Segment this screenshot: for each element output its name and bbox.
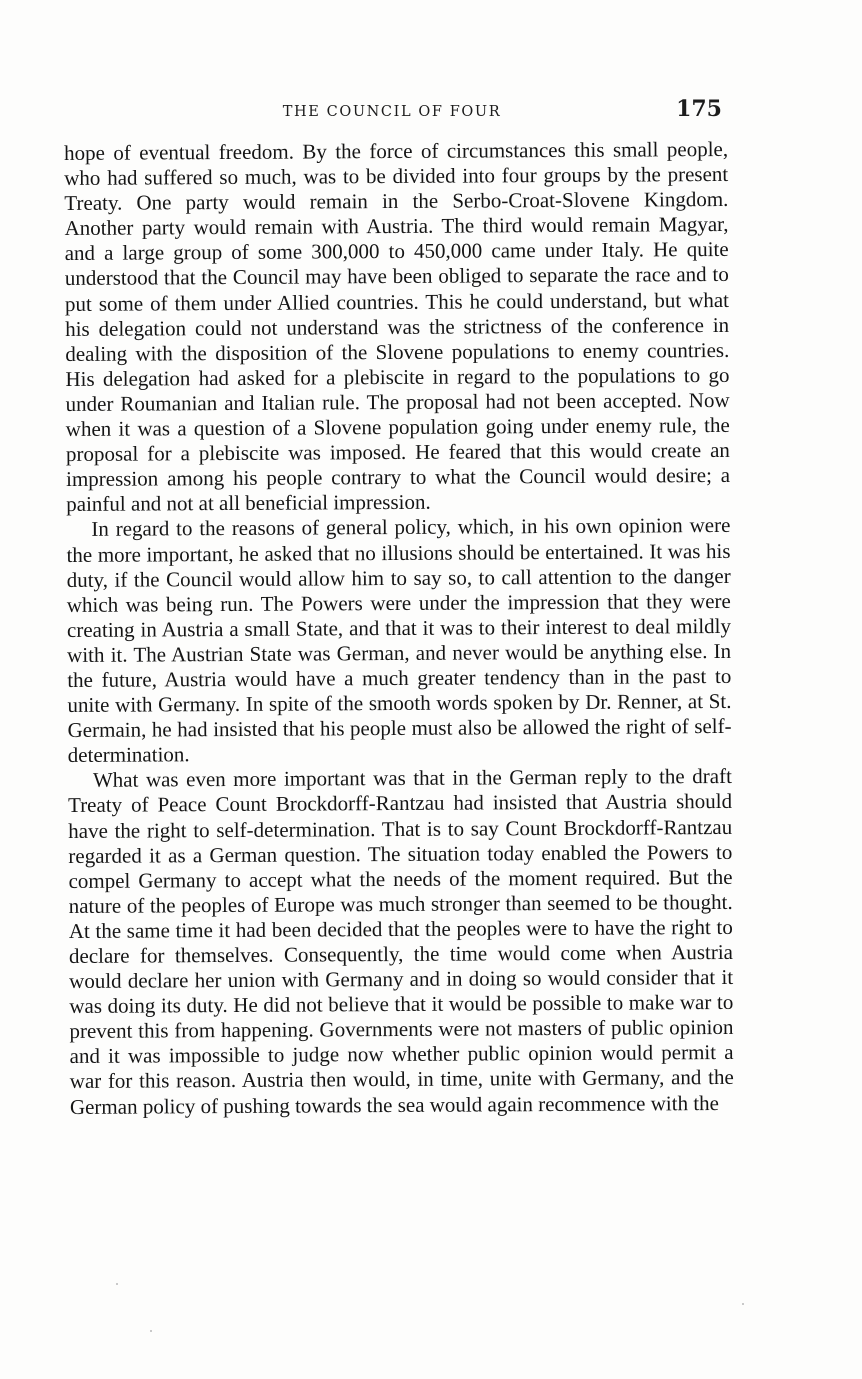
paper-speck <box>116 1283 118 1285</box>
paper-speck <box>150 1330 152 1332</box>
paragraph-general-policy: In regard to the reasons of general policy, which, in his own opinion were the more important, he asked that no illusions should be entertained. It was his duty, if the Council would allow him to say so, to call attention to the danger which was being run. The Powers were under the impression that they were creating in Austria a small State, and that it was to their interest to deal mildly with it. The Austrian State was German, and never would be anything else. In the future, Austria would have a much greater tendency than in the past to unite with Germany. In spite of the smooth words spoken by Dr. Renner, at St. Germain, he had insisted that his people must also be allowed the right of self-determination. <box>66 513 732 768</box>
page-number: 175 <box>676 96 722 122</box>
paragraph-continuation: hope of eventual freedom. By the force of circumstances this small people, who had suffered so much, was to be divided into four groups by the present Treaty. One party would remain in the Serbo-Croat-Slovene Kingdom. Another party would remain with Austria. The third would remain Magyar, and a large group of some 300,000 to 450,000 came under Italy. He quite understood that the Council may have been obliged to separate the race and to put some of them under Allied countries. This he could understand, but what his delegation could not understand was the strictness of the conference in dealing with the disposition of the Slovene populations to enemy countries. His delegation had asked for a plebiscite in regard to the populations to go under Roumanian and Italian rule. The proposal had not been accepted. Now when it was a question of a Slovene population going under enemy rule, the proposal for a plebiscite was imposed. He feared that this would create an impression among his people contrary to what the Council would desire; a painful and not at all beneficial impression. <box>64 136 731 517</box>
paper-speck <box>742 1303 744 1305</box>
paragraph-german-reply: What was even more important was that in the German reply to the draft Treaty of Peace Count Brockdorff-Rantzau had insisted that Austria should have the right to self-determination. That is to say Count Brockdorff-Rantzau regarded it as a German question. The situation today enabled the Powers to compel Germany to accept what the needs of the moment required. But the nature of the peoples of Europe was much stronger than seemed to be thought. At the same time it had been decided that the peoples were to have the right to declare for themselves. Consequently, the time would come when Austria would declare her union with Germany and in doing so would consider that it was doing its duty. He did not believe that it would be possible to make war to prevent this from happening. Governments were not masters of public opinion and it was impossible to judge now whether public opinion would permit a war for this reason. Austria then would, in time, unite with Germany, and the German policy of pushing towards the sea would again recommence with the <box>67 764 734 1119</box>
running-title: THE COUNCIL OF FOUR <box>282 104 502 120</box>
body-text <box>64 137 734 1120</box>
running-head <box>62 96 722 126</box>
